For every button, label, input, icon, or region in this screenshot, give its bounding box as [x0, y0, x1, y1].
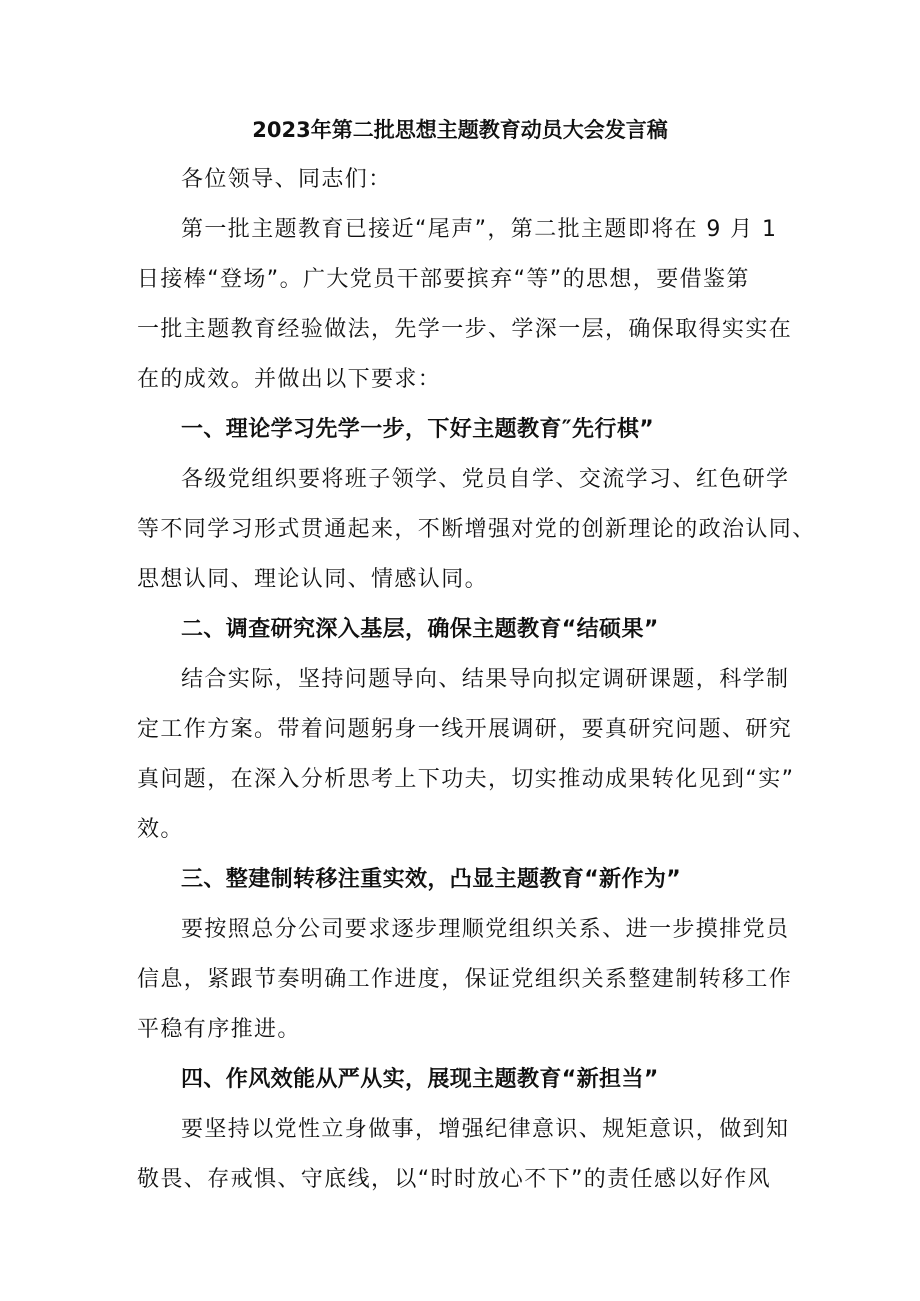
- section-2-line: 真问题，在深入分析思考上下功夫，切实推动成果转化见到“实”: [137, 767, 795, 792]
- section-heading-1: 一、理论学习先学一步，下好主题教育″先行棋”: [181, 417, 655, 442]
- section-1-line: 思想认同、理论认同、情感认同。: [137, 567, 489, 592]
- document-title: 2023年第二批思想主题教育动员大会发言稿: [252, 118, 668, 142]
- intro-line: 第一批主题教育已接近“尾声”，第二批主题即将在 9 月 1: [181, 217, 778, 242]
- section-4-line: 要坚持以党性立身做事，增强纪律意识、规矩意识，做到知: [181, 1117, 790, 1142]
- section-2-line: 效。: [137, 817, 184, 842]
- section-heading-3: 三、整建制转移注重实效，凸显主题教育“新作为”: [181, 867, 682, 892]
- intro-line: 一批主题教育经验做法，先学一步、学深一层，确保取得实实在: [137, 317, 793, 342]
- section-3-line: 信息，紧跟节奏明确工作进度，保证党组织关系整建制转移工作: [137, 967, 793, 992]
- section-heading-2: 二、调查研究深入基层，确保主题教育“结硕果”: [181, 617, 659, 642]
- section-3-line: 平稳有序推进。: [137, 1017, 301, 1042]
- section-heading-4: 四、作风效能从严从实，展现主题教育“新担当”: [181, 1067, 659, 1092]
- section-1-line: 等不同学习形式贯通起来，不断增强对党的创新理论的政治认同、: [137, 517, 816, 542]
- section-3-line: 要按照总分公司要求逐步理顺党组织关系、进一步摸排党员: [181, 917, 790, 942]
- section-4-line: 敬畏、存戒惧、守底线，以“时时放心不下”的责任感以好作风: [137, 1167, 771, 1192]
- section-2-line: 结合实际，坚持问题导向、结果导向拟定调研课题，科学制: [181, 667, 790, 692]
- intro-line: 在的成效。并做出以下要求：: [137, 367, 442, 392]
- intro-line: 日接棒“登场”。广大党员干部要摈弃“等”的思想，要借鉴第: [137, 267, 750, 292]
- greeting: 各位领导、同志们：: [181, 167, 392, 192]
- section-2-line: 定工作方案。带着问题躬身一线开展调研，要真研究问题、研究: [137, 717, 793, 742]
- section-1-line: 各级党组织要将班子领学、党员自学、交流学习、红色研学: [181, 467, 790, 492]
